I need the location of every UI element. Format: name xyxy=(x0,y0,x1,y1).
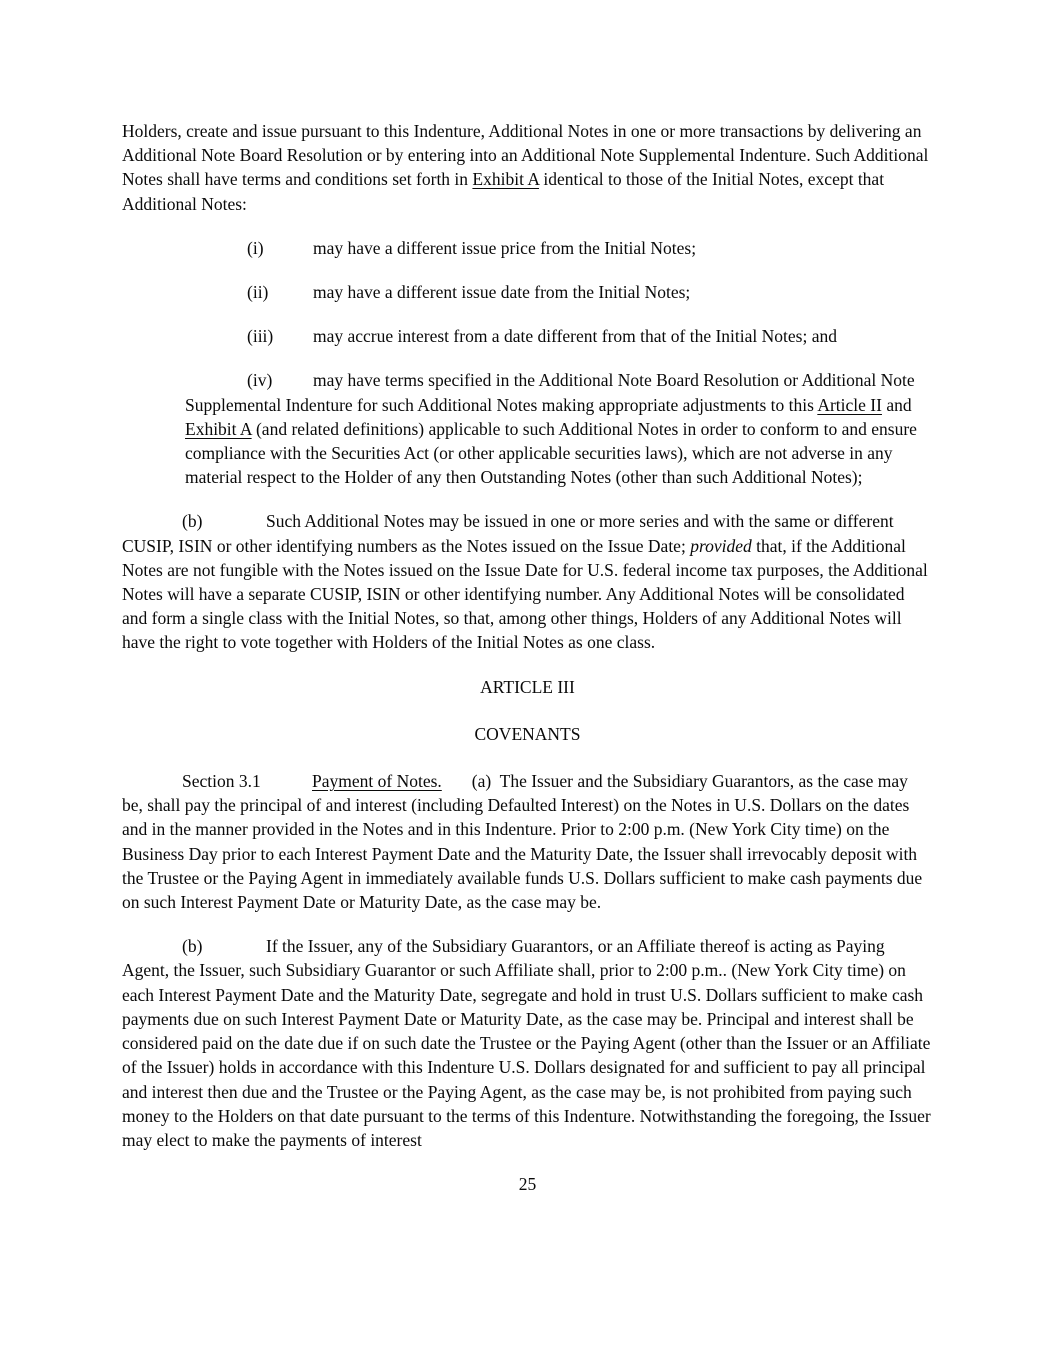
provided-italic: provided xyxy=(690,535,752,556)
intro-paragraph xyxy=(122,119,933,216)
exhibit-a-reference: Exhibit A xyxy=(472,169,540,190)
list-marker-iii: (iii) xyxy=(247,326,274,347)
covenants-heading: COVENANTS xyxy=(474,723,581,744)
list-item-ii-text: may have a different issue date from the Initial Notes; xyxy=(313,282,691,303)
section-3-1-paragraph xyxy=(122,769,933,914)
paragraph-b-marker: (b) xyxy=(182,511,203,532)
payment-of-notes-title: Payment of Notes. xyxy=(312,771,442,792)
list-item-iv-text-2: and xyxy=(881,394,912,415)
intro-text-2: identical to those of the Initial Notes, except that Additional Notes: xyxy=(122,169,885,214)
paragraph-b2-text: If the Issuer, any of the Subsidiary Guarantors, or an Affiliate thereof is acting as Paying Agent, the Issuer, such Subsidiary Guarantor or such Affiliate shall, prior to 2:00 p.m.. (New York City time) on each Interest Payment Date and the Maturity Date, segregate and hold in trust U.S. Dollars sufficient to make cash payments due on such Interest Payment Date or Maturity Date, as the case may be. Principal and interest shall be considered paid on the date due if on such date the Trustee or the Paying Agent (other than the Issuer or an Affiliate of the Issuer) holds in accordance with this Indenture U.S. Dollars designated for and sufficient to pay all principal and interest then due and the Trustee or the Paying Agent, as the case may be, is not prohibited from paying such money to the Holders on that date pursuant to the terms of this Indenture. Notwithstanding the foregoing, the Issuer may elect to make the payments of interest xyxy=(122,936,931,1150)
page-number: 25 xyxy=(518,1174,537,1195)
article-iii-heading: ARTICLE III xyxy=(480,676,575,697)
paragraph-b2-marker: (b) xyxy=(182,936,203,957)
list-item-iii xyxy=(122,324,933,348)
list-marker-iv: (iv) xyxy=(247,370,273,391)
exhibit-a-reference-2: Exhibit A xyxy=(185,418,252,439)
list-item-iv-text-3: (and related definitions) applicable to such Additional Notes in order to conform to and ensure compliance with the Securities Act (or other applicable securities laws), which are not adverse in any material respect to the Holder of any then Outstanding Notes (other than such Additional Notes); xyxy=(185,418,917,488)
list-item-iv-text-1: may have terms specified in the Additional Note Board Resolution or Additional Note Supplemental Indenture for such Additional Notes making appropriate adjustments to this xyxy=(185,370,915,415)
section-3-1-text: (a) The Issuer and the Subsidiary Guarantors, as the case may be, shall pay the principal of and interest (including Defaulted Interest) on the Notes in U.S. Dollars on the dates and in the manner provided in the Notes and in this Indenture. Prior to 2:00 p.m. (New York City time) on the Business Day prior to each Interest Payment Date and the Maturity Date, the Issuer shall irrevocably deposit with the Trustee or the Paying Agent in immediately available funds U.S. Dollars sufficient to make cash payments due on such Interest Payment Date or Maturity Date, as the case may be. xyxy=(122,771,923,913)
section-3-1-label: Section 3.1 xyxy=(182,771,261,792)
list-item-iv xyxy=(122,368,933,489)
paragraph-b-additional-notes xyxy=(122,509,933,654)
list-marker-i: (i) xyxy=(247,237,264,258)
paragraph-b-text-1: Such Additional Notes may be issued in one or more series and with the same or different CUSIP, ISIN or other identifying numbers as the Notes issued on the Issue Date; xyxy=(122,511,894,556)
list-marker-ii: (ii) xyxy=(247,282,269,303)
list-item-i-text: may have a different issue price from the Initial Notes; xyxy=(313,237,697,258)
intro-text-1: Holders, create and issue pursuant to this Indenture, Additional Notes in one or more transactions by delivering an Additional Note Board Resolution or by entering into an Additional Note Supplemental Indenture. Such Additional Notes shall have terms and conditions set forth in xyxy=(122,121,929,190)
paragraph-b-payment xyxy=(122,934,933,1152)
list-item-iii-text: may accrue interest from a date different from that of the Initial Notes; and xyxy=(313,326,837,347)
paragraph-b-text-2: that, if the Additional Notes are not fungible with the Notes issued on the Issue Date for U.S. federal income tax purposes, the Additional Notes will have a separate CUSIP, ISIN or other identifying number. Any Additional Notes will be consolidated and form a single class with the Initial Notes, so that, among other things, Holders of any Additional Notes will have the right to vote together with Holders of the Initial Notes as one class. xyxy=(122,535,928,653)
article-ii-reference: Article II xyxy=(817,394,882,415)
list-item-i xyxy=(122,236,933,260)
list-item-ii xyxy=(122,280,933,304)
